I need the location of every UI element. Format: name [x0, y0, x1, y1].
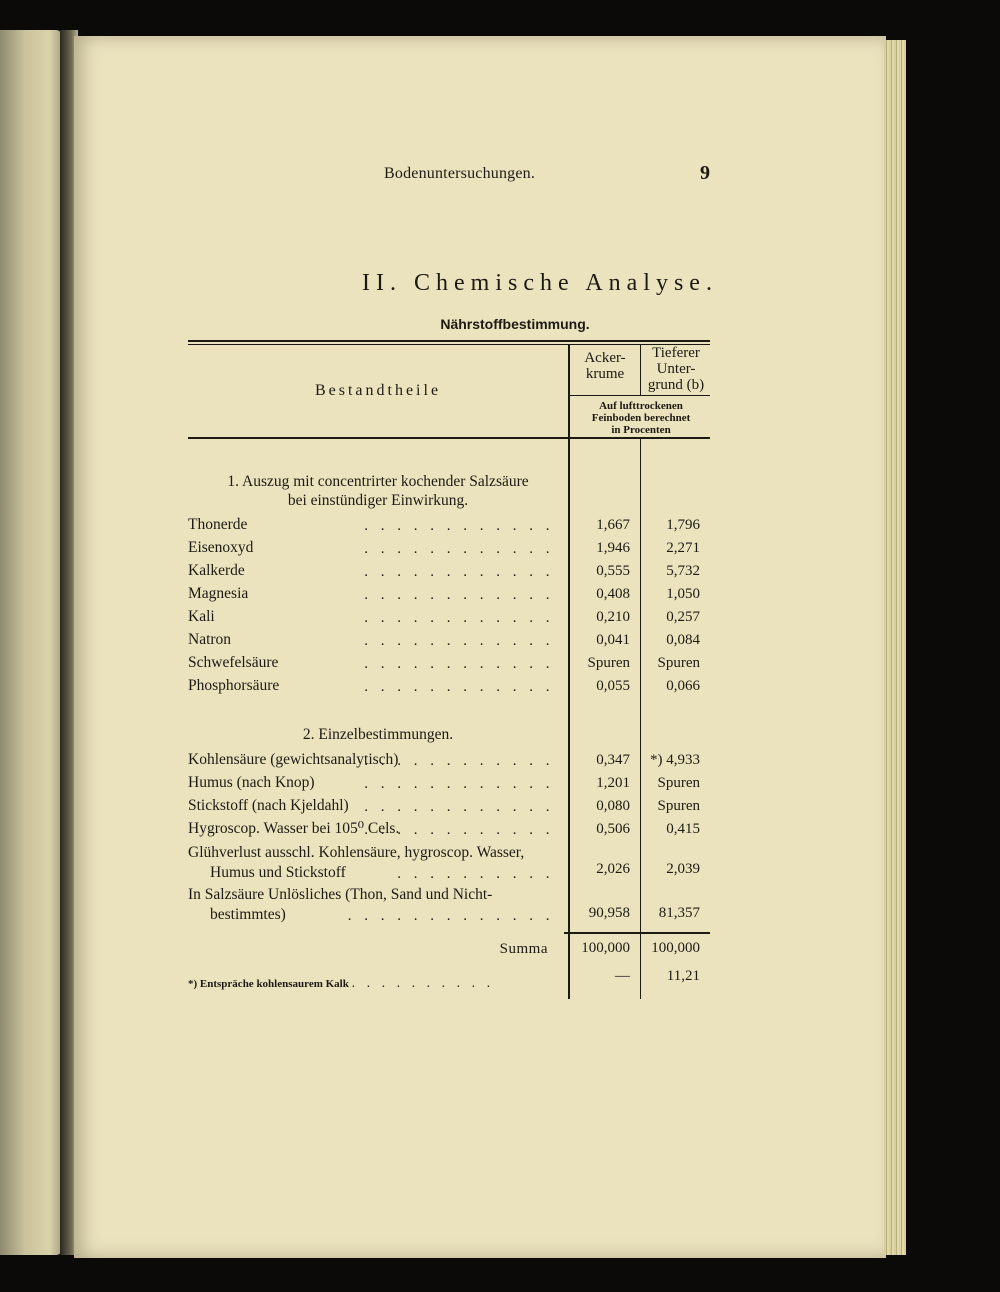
value-untergrund: 0,415: [666, 821, 700, 837]
value-ackerkrume: 0,210: [596, 609, 630, 625]
row-name-line2: bestimmtes): [210, 906, 286, 923]
value-ackerkrume: 1,201: [596, 775, 630, 791]
section-title: II. Chemische Analyse.: [362, 270, 718, 296]
top-rule-thin: [188, 344, 710, 345]
unit-separator-rule: [570, 395, 710, 396]
leader-dots: . . . . . . . . . . . .: [364, 633, 554, 649]
previous-page-edge: [0, 30, 62, 1255]
footnote-text: *) Entspräche kohlensaurem Kalk: [188, 978, 349, 990]
top-rule-thick: [188, 340, 710, 342]
value-ackerkrume: 90,958: [588, 905, 630, 921]
leader-dots: . . . . . . . . . . . .: [364, 541, 554, 557]
value-untergrund: 0,257: [666, 609, 700, 625]
footnote-ackerkrume: —: [615, 968, 630, 984]
row-name: Humus (nach Knop): [188, 774, 315, 791]
row-name-line1: In Salzsäure Unlösliches (Thon, Sand und Nicht-: [188, 886, 493, 903]
leader-dots: . . . . . . . . . . . .: [364, 564, 554, 580]
leader-dots: . . . . . . . . . . . .: [364, 753, 554, 769]
row-name: Stickstoff (nach Kjeldahl): [188, 797, 349, 814]
value-untergrund: Spuren: [657, 655, 700, 671]
value-ackerkrume: 0,041: [596, 632, 630, 648]
value-ackerkrume: 0,408: [596, 586, 630, 602]
row-name: Schwefelsäure: [188, 654, 279, 671]
value-untergrund: 5,732: [666, 563, 700, 579]
leader-dots: . . . . . . . . . . . .: [364, 822, 554, 838]
value-ackerkrume: 1,667: [596, 517, 630, 533]
table-row: [188, 819, 710, 841]
row-name: Magnesia: [188, 585, 249, 602]
value-ackerkrume: 0,055: [596, 678, 630, 694]
table-row-unloesliches: [188, 885, 710, 927]
row-name: Hygroscop. Wasser bei 105⁰ Cels.: [188, 820, 400, 837]
table-row: [188, 653, 710, 675]
value-ackerkrume: 0,080: [596, 798, 630, 814]
table-row: [188, 676, 710, 698]
row-name: Phosphorsäure: [188, 677, 280, 694]
row-name: Kali: [188, 608, 215, 625]
table-row: [188, 630, 710, 652]
header-unit-note: Auf lufttrockenen Feinboden berechnet in Procenten: [591, 400, 691, 436]
value-untergrund: 81,357: [658, 905, 700, 921]
value-ackerkrume: 0,506: [596, 821, 630, 837]
value-untergrund: *) 4,933: [650, 752, 700, 768]
footnote-untergrund: 11,21: [666, 968, 700, 984]
header-tieferer-untergrund: Tieferer Unter- grund (b): [647, 345, 705, 393]
summa-untergrund: 100,000: [651, 940, 700, 956]
nutrient-table: [188, 340, 710, 1000]
leader-dots: . . . . . . . . . . . .: [364, 587, 554, 603]
header-ackerkrume: Acker- krume: [584, 350, 626, 382]
leader-dots: . . . . . . . . . . . .: [364, 518, 554, 534]
value-ackerkrume: Spuren: [587, 655, 630, 671]
table-row-gluehverlust: [188, 843, 710, 885]
table-row: [188, 607, 710, 629]
leader-dots: . . . . . . . . . . . .: [364, 610, 554, 626]
page-edges: [884, 40, 906, 1255]
table-row: [188, 773, 710, 795]
value-untergrund: Spuren: [657, 798, 700, 814]
value-untergrund: 2,039: [666, 861, 700, 877]
table-row: [188, 796, 710, 818]
row-name: Kohlensäure (gewichtsanalytisch): [188, 751, 399, 768]
value-untergrund: 0,084: [666, 632, 700, 648]
header-vline-2: [640, 345, 641, 395]
leader-dots: . . . . . . . . . . . .: [364, 799, 554, 815]
table-row-summa: [188, 938, 710, 960]
row-name-line2: Humus und Stickstoff: [210, 864, 346, 881]
table-row: [188, 750, 710, 772]
header-vline-1: [568, 345, 570, 438]
row-name: Eisenoxyd: [188, 539, 254, 556]
value-ackerkrume: 0,555: [596, 563, 630, 579]
row-name: Kalkerde: [188, 562, 245, 579]
value-ackerkrume: 1,946: [596, 540, 630, 556]
row-name-line1: Glühverlust ausschl. Kohlensäure, hygroscop. Wasser,: [188, 844, 525, 861]
summa-label: Summa: [499, 941, 548, 957]
running-head: Bodenuntersuchungen.: [384, 165, 536, 182]
page-number: 9: [700, 162, 710, 184]
leader-dots: . . . . . . . . . .: [351, 976, 495, 991]
row-name: Thonerde: [188, 516, 248, 533]
table-row: [188, 561, 710, 583]
group-title-auszug: 1. Auszug mit concentrirter kochender Salzsäure bei einstündiger Einwirkung.: [227, 473, 529, 509]
value-untergrund: 2,271: [666, 540, 700, 556]
table-row: [188, 538, 710, 560]
value-ackerkrume: 2,026: [596, 861, 630, 877]
leader-dots: . . . . . . . . . . . .: [364, 679, 554, 695]
header-bottom-rule: [188, 437, 710, 439]
sum-rule: [564, 932, 710, 934]
table-row-footnote-values: [188, 966, 710, 988]
group-title-einzelbestimmungen: 2. Einzelbestimmungen.: [302, 726, 454, 743]
table-row: [188, 584, 710, 606]
summa-ackerkrume: 100,000: [581, 940, 630, 956]
leader-dots: . . . . . . . . . . . .: [364, 776, 554, 792]
leader-dots: . . . . . . . . . .: [397, 866, 554, 882]
header-bestandtheile: Bestandtheile: [314, 382, 442, 399]
table-row: [188, 515, 710, 537]
leader-dots: . . . . . . . . . . . . .: [347, 908, 554, 924]
leader-dots: . . . . . . . . . . . .: [364, 656, 554, 672]
value-ackerkrume: 0,347: [596, 752, 630, 768]
value-untergrund: 1,796: [666, 517, 700, 533]
value-untergrund: Spuren: [657, 775, 700, 791]
value-untergrund: 0,066: [666, 678, 700, 694]
value-untergrund: 1,050: [666, 586, 700, 602]
subtitle: Nährstoffbestimmung.: [440, 316, 590, 332]
row-name: Natron: [188, 631, 232, 648]
